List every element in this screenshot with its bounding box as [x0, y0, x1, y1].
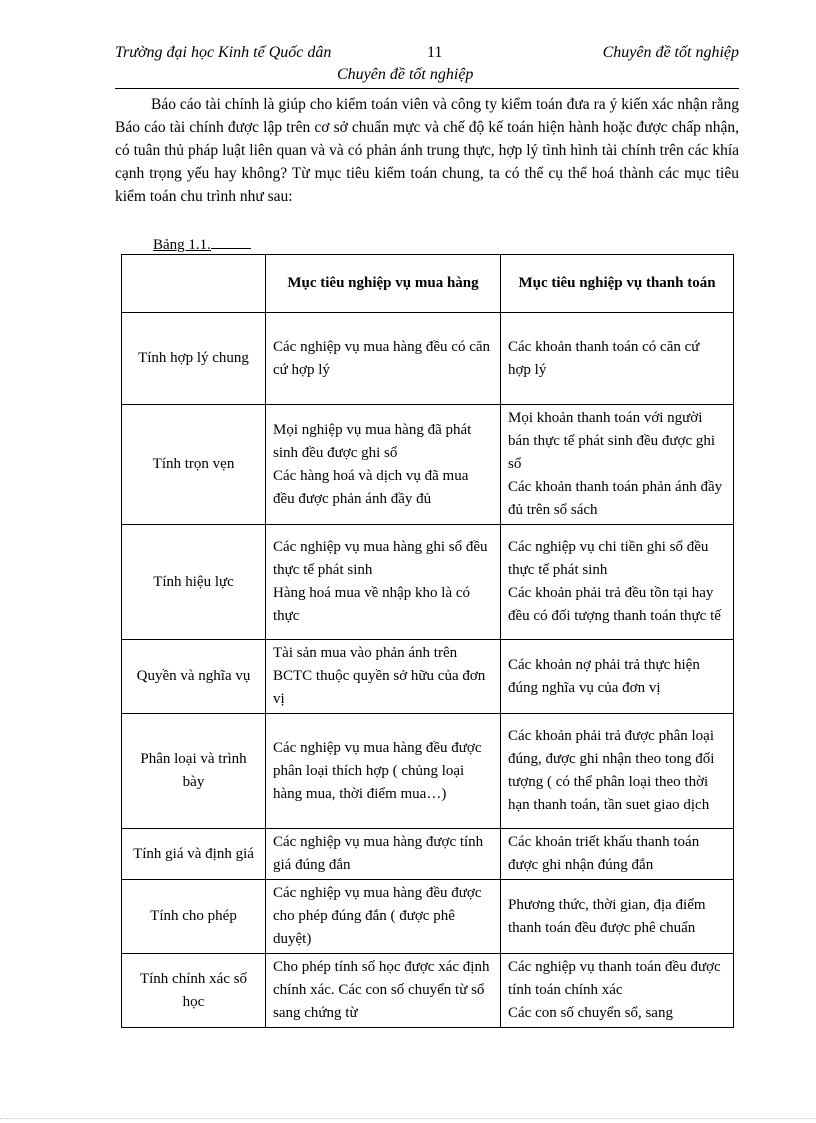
- table-row: [122, 405, 734, 525]
- criterion-cell: Tính hợp lý chung: [122, 313, 266, 405]
- purchase-objective-cell: [266, 714, 501, 829]
- payment-objective-line: Các khoản nợ phải trả thực hiện đúng nghĩa vụ của đơn vị: [508, 656, 700, 696]
- table-row: [122, 640, 734, 714]
- caption-underline: [211, 233, 251, 249]
- purchase-objective-line: Cho phép tính số học được xác định chính xác. Các con số chuyển từ sổ sang chứng từ: [273, 959, 490, 1021]
- audit-objectives-table: [121, 254, 734, 1028]
- purchase-objective-cell: [266, 525, 501, 640]
- payment-objective-cell: [501, 525, 734, 640]
- purchase-objective-line: Các nghiệp vụ mua hàng đều được phân loại thích hợp ( chủng loại hàng mua, thời điểm mua…): [273, 739, 482, 802]
- purchase-objective-line: Mọi nghiệp vụ mua hàng đã phát sinh đều được ghi sổ: [273, 421, 472, 461]
- purchase-objective-line: Tài sản mua vào phản ánh trên BCTC thuộc quyền sở hữu của đơn vị: [273, 645, 486, 707]
- table-row: [122, 313, 734, 405]
- purchase-objective-line: Hàng hoá mua về nhập kho là có thực: [273, 585, 471, 624]
- payment-objective-line: Phương thức, thời gian, địa điểm thanh toán đều được phê chuẩn: [508, 896, 706, 936]
- header-criterion: [122, 255, 266, 313]
- table-body: [122, 313, 734, 1028]
- page-bottom-rule: [0, 1118, 816, 1119]
- payment-objective-cell: [501, 640, 734, 714]
- table-header-row: [122, 255, 734, 313]
- payment-objective-line: Các khoản phải trả đều tồn tại hay đều có đối tượng thanh toán thực tế: [508, 585, 721, 624]
- payment-objective-cell: [501, 880, 734, 954]
- intro-paragraph: Báo cáo tài chính là giúp cho kiểm toán viên và công ty kiểm toán đưa ra ý kiến xác nhận rằng Báo cáo tài chính được lập trên cơ sở chuẩn mực và chế độ kế toán hiện hành hoặc được chấp nhận, có tuân thủ pháp luật liên quan và và có phản ánh trung thực, hợp lý tình hình tài chính trên các khía cạnh trọng yếu hay không? Từ mục tiêu kiểm toán chung, ta có thể cụ thể hoá thành các mục tiêu kiểm toán chu trình như sau:: [115, 96, 739, 205]
- header-university: Trường đại học Kinh tế Quốc dân: [115, 44, 332, 61]
- payment-objective-line: Mọi khoản thanh toán với người bán thực tế phát sinh đều được ghi sổ: [508, 410, 716, 472]
- purchase-objective-line: Các hàng hoá và dịch vụ đã mua đều được phản ánh đầy đủ: [273, 467, 469, 507]
- header-title: Chuyên đề tốt nghiệp: [602, 44, 739, 61]
- purchase-objective-cell: [266, 405, 501, 525]
- payment-objective-line: Các nghiệp vụ thanh toán đều được tính toán chính xác: [508, 959, 721, 998]
- table-caption-text: Bảng 1.1.: [153, 237, 211, 253]
- criterion-cell: Quyền và nghĩa vụ: [122, 640, 266, 714]
- payment-objective-cell: [501, 954, 734, 1028]
- table-row: [122, 714, 734, 829]
- page-number: 11: [427, 44, 443, 61]
- payment-objective-cell: [501, 829, 734, 880]
- payment-objective-cell: [501, 714, 734, 829]
- criterion-cell: Tính giá và định giá: [122, 829, 266, 880]
- page-header: [115, 44, 739, 89]
- payment-objective-line: Các khoản phải trả được phân loại đúng, được ghi nhận theo tong đối tượng ( có thể phân loại theo thời hạn thanh toán, tần suet giao dịch: [508, 728, 715, 813]
- payment-objective-cell: [501, 405, 734, 525]
- purchase-objective-line: Các nghiệp vụ mua hàng được tính giá đúng đắn: [273, 834, 484, 873]
- header-subtitle: Chuyên đề tốt nghiệp: [337, 66, 474, 83]
- payment-objective-line: Các khoản thanh toán phản ánh đầy đủ trên sổ sách: [508, 479, 723, 518]
- criterion-cell: Tính hiệu lực: [122, 525, 266, 640]
- purchase-objective-cell: [266, 640, 501, 714]
- criterion-cell: Tính trọn vẹn: [122, 405, 266, 525]
- payment-objective-cell: [501, 313, 734, 405]
- purchase-objective-line: Các nghiệp vụ mua hàng đều có căn cứ hợp lý: [273, 338, 491, 378]
- purchase-objective-cell: [266, 829, 501, 880]
- header-purchase: Mục tiêu nghiệp vụ mua hàng: [266, 255, 501, 313]
- payment-objective-line: Các nghiệp vụ chi tiền ghi sổ đều thực tế phát sinh: [508, 539, 709, 578]
- purchase-objective-line: Các nghiệp vụ mua hàng đều được cho phép đúng đắn ( được phê duyệt): [273, 885, 482, 947]
- header-payment: Mục tiêu nghiệp vụ thanh toán: [501, 255, 734, 313]
- table-row: [122, 829, 734, 880]
- table-caption: [153, 233, 251, 254]
- purchase-objective-line: Các nghiệp vụ mua hàng ghi sổ đều thực tế phát sinh: [273, 539, 488, 578]
- criterion-cell: Phân loại và trình bày: [122, 714, 266, 829]
- purchase-objective-cell: [266, 954, 501, 1028]
- criterion-cell: Tính chính xác số học: [122, 954, 266, 1028]
- payment-objective-line: Các khoản thanh toán có căn cứ hợp lý: [508, 338, 700, 378]
- purchase-objective-cell: [266, 880, 501, 954]
- purchase-objective-cell: [266, 313, 501, 405]
- payment-objective-line: Các con số chuyển sổ, sang: [508, 1005, 673, 1021]
- criterion-cell: Tính cho phép: [122, 880, 266, 954]
- table-row: [122, 954, 734, 1028]
- payment-objective-line: Các khoản triết khấu thanh toán được ghi nhận đúng đắn: [508, 834, 700, 873]
- table-row: [122, 525, 734, 640]
- table-row: [122, 880, 734, 954]
